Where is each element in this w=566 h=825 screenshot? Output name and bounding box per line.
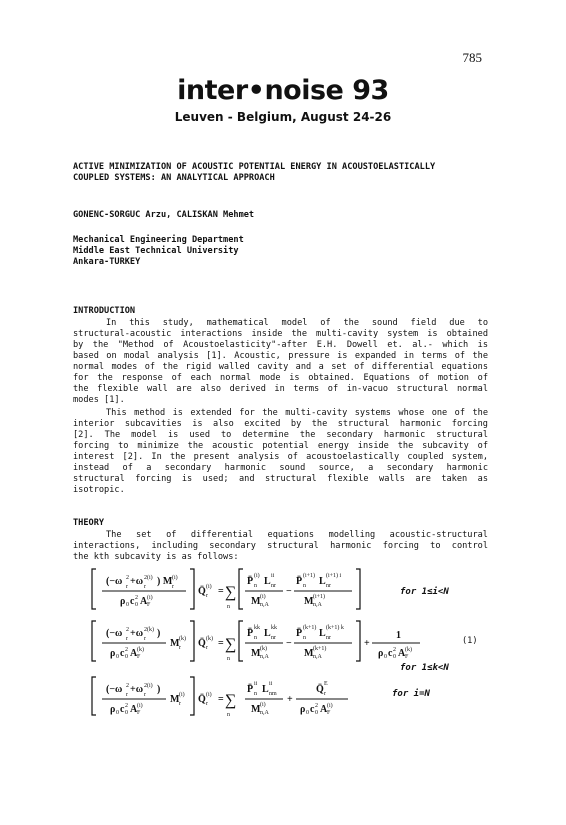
- text-line: the kth subcavity is as follows:: [73, 552, 239, 562]
- svg-text:c: c: [130, 596, 135, 607]
- svg-text:(i): (i): [179, 692, 185, 698]
- svg-text:0: 0: [135, 602, 138, 608]
- svg-text:2: 2: [126, 683, 129, 689]
- equation-set: [90, 564, 420, 716]
- text-line: isotropic.: [73, 485, 125, 495]
- text-line: structural forcing is used; and structural flexible walls are taken as: [73, 474, 488, 484]
- affiliation-line-2: Middle East Technical University: [73, 246, 239, 256]
- theory-heading: THEORY: [73, 518, 105, 528]
- svg-text:): ): [157, 684, 161, 695]
- text-line: based on modal analysis [1]. Acoustic, pressure is expanded in terms of the: [73, 351, 488, 361]
- page-number: 785: [462, 50, 482, 65]
- svg-text:c: c: [120, 648, 125, 659]
- svg-text:): ): [157, 628, 161, 639]
- svg-text:2(k): 2(k): [144, 627, 154, 633]
- condition-2: for 1≤k<N: [400, 663, 449, 673]
- svg-text:P̄: P̄: [247, 684, 254, 695]
- svg-text:(i): (i): [206, 584, 212, 590]
- conference-location: Leuven - Belgium, August 24-26: [174, 110, 392, 124]
- svg-text:2: 2: [125, 703, 128, 709]
- svg-text:M: M: [170, 638, 180, 649]
- svg-text:0: 0: [306, 710, 309, 716]
- introduction-paragraph-2: [73, 408, 488, 496]
- svg-text:Q̄: Q̄: [198, 694, 206, 705]
- svg-text:n: n: [227, 656, 230, 662]
- svg-text:L: L: [319, 628, 326, 639]
- equation-1: [92, 569, 360, 610]
- svg-text:2(i): 2(i): [144, 575, 153, 581]
- svg-text:n: n: [227, 604, 230, 610]
- text-line: modes [1].: [73, 395, 125, 405]
- svg-text:+ω: +ω: [130, 576, 144, 587]
- svg-text:+ω: +ω: [130, 628, 144, 639]
- authors: GONENC-SORGUC Arzu, CALISKAN Mehmet: [73, 210, 255, 220]
- svg-text:ρ: ρ: [378, 648, 384, 659]
- svg-text:c: c: [120, 704, 125, 715]
- svg-text:r: r: [206, 701, 208, 707]
- svg-text:(i+1): (i+1): [303, 573, 316, 579]
- equation-2: [92, 621, 420, 662]
- svg-text:M: M: [251, 704, 261, 715]
- paper-title: [73, 162, 435, 184]
- svg-text:c: c: [310, 704, 315, 715]
- svg-text:(k): (k): [179, 636, 186, 642]
- svg-text:M: M: [304, 648, 314, 659]
- svg-text:ii: ii: [271, 573, 275, 579]
- svg-text:(i): (i): [206, 692, 212, 698]
- svg-text:) M: ) M: [157, 576, 173, 587]
- svg-text:Q̄: Q̄: [198, 638, 206, 649]
- svg-text:0: 0: [315, 710, 318, 716]
- svg-text:L: L: [264, 628, 271, 639]
- svg-text:nr: nr: [326, 635, 331, 641]
- svg-text:r: r: [206, 593, 208, 599]
- svg-text:r: r: [324, 691, 326, 697]
- svg-text:E: E: [324, 681, 328, 687]
- svg-text:(k): (k): [405, 647, 412, 653]
- svg-text:−: −: [286, 638, 292, 649]
- condition-1: for 1≤i<N: [400, 587, 449, 597]
- svg-text:nr: nr: [271, 583, 276, 589]
- text-line: by the "Method of Acoustoelasticity"-after E.H. Dowell et. al.- which is: [73, 340, 488, 350]
- svg-text:r: r: [126, 584, 128, 590]
- text-line: interior subcavities is also excited by the structural harmonic forcing: [73, 419, 488, 429]
- svg-text:(i): (i): [147, 595, 153, 601]
- introduction-heading: INTRODUCTION: [73, 306, 136, 316]
- svg-text:F: F: [405, 654, 409, 660]
- svg-text:n: n: [303, 583, 306, 589]
- svg-text:r: r: [144, 692, 146, 698]
- svg-text:2: 2: [135, 595, 138, 601]
- svg-text:kk: kk: [254, 625, 260, 631]
- svg-text:0: 0: [126, 602, 129, 608]
- affiliation-line-3: Ankara-TURKEY: [73, 257, 141, 267]
- svg-text:=: =: [218, 586, 224, 597]
- text-line: normal modes of the rigid walled cavity and a set of differential equations: [73, 362, 488, 372]
- theory-paragraph-1: [73, 530, 488, 563]
- svg-text:r: r: [206, 645, 208, 651]
- svg-text:P̄: P̄: [247, 628, 254, 639]
- svg-text:n,A: n,A: [260, 654, 269, 660]
- text-line: interactions, including secondary structural harmonic forcing to control: [73, 541, 488, 551]
- svg-text:(i): (i): [260, 702, 266, 708]
- svg-text:2: 2: [126, 575, 129, 581]
- svg-text:A: A: [398, 648, 406, 659]
- svg-text:(k): (k): [260, 646, 267, 652]
- text-line: This method is extended for the multi-cavity systems whose one of the: [106, 408, 488, 418]
- conference-logo: inter•noise 93: [177, 75, 389, 106]
- svg-text:ρ: ρ: [300, 704, 306, 715]
- svg-text:F: F: [137, 710, 141, 716]
- text-line: for the response of each normal mode is obtained. Equations of motion of: [73, 373, 488, 383]
- svg-text:2(i): 2(i): [144, 683, 153, 689]
- svg-text:A: A: [130, 704, 138, 715]
- text-line: The set of differential equations modelling acoustic-structural: [106, 530, 488, 540]
- svg-text:2: 2: [125, 647, 128, 653]
- svg-text:nr: nr: [326, 583, 331, 589]
- svg-text:(i): (i): [137, 703, 143, 709]
- svg-text:0: 0: [125, 654, 128, 660]
- text-line: instead of a secondary harmonic sound source, a secondary harmonic: [73, 463, 488, 473]
- svg-text:L: L: [319, 576, 326, 587]
- svg-text:(k+1): (k+1): [313, 646, 327, 652]
- text-line: [2]. The model is used to determine the secondary harmonic structural: [73, 430, 488, 440]
- svg-text:∑: ∑: [225, 692, 237, 709]
- svg-text:(i+1) i: (i+1) i: [326, 573, 342, 579]
- svg-text:∑: ∑: [225, 584, 237, 601]
- svg-text:r: r: [172, 584, 174, 590]
- svg-text:(k+1) k: (k+1) k: [326, 625, 344, 631]
- svg-text:r: r: [144, 636, 146, 642]
- svg-text:A: A: [320, 704, 328, 715]
- svg-text:(k): (k): [137, 647, 144, 653]
- svg-text:ii: ii: [254, 681, 258, 687]
- svg-text:L: L: [264, 576, 271, 587]
- svg-text:2: 2: [393, 647, 396, 653]
- svg-text:(−ω: (−ω: [106, 628, 123, 639]
- svg-text:A: A: [140, 596, 148, 607]
- svg-text:0: 0: [125, 710, 128, 716]
- svg-text:n: n: [303, 635, 306, 641]
- text-line: structural-acoustic interactions inside the multi-cavity system is obtained: [73, 329, 488, 339]
- svg-text:n: n: [254, 691, 257, 697]
- svg-text:(−ω: (−ω: [106, 576, 123, 587]
- svg-text:0: 0: [384, 654, 387, 660]
- svg-text:F: F: [327, 710, 331, 716]
- svg-text:1: 1: [396, 630, 401, 641]
- svg-text:(k+1): (k+1): [303, 625, 317, 631]
- svg-text:r: r: [126, 692, 128, 698]
- svg-text:L: L: [262, 684, 269, 695]
- svg-text:M: M: [304, 596, 314, 607]
- equation-3: [92, 677, 348, 716]
- svg-text:(i): (i): [327, 703, 333, 709]
- svg-text:0: 0: [393, 654, 396, 660]
- svg-text:F: F: [137, 654, 141, 660]
- svg-text:n,A: n,A: [313, 654, 322, 660]
- svg-text:2: 2: [315, 703, 318, 709]
- title-line-1: ACTIVE MINIMIZATION OF ACOUSTIC POTENTIAL ENERGY IN ACOUSTOELASTICALLY: [73, 162, 436, 172]
- svg-text:nr: nr: [271, 635, 276, 641]
- svg-text:(k): (k): [206, 636, 213, 642]
- svg-text:A: A: [130, 648, 138, 659]
- svg-text:+: +: [364, 638, 370, 649]
- svg-text:(i): (i): [260, 594, 266, 600]
- svg-text:P̄: P̄: [247, 576, 254, 587]
- svg-text:ρ: ρ: [120, 596, 126, 607]
- text-line: In this study, mathematical model of the sound field due to: [106, 318, 488, 328]
- svg-text:=: =: [218, 638, 224, 649]
- svg-text:r: r: [179, 701, 181, 707]
- svg-text:∑: ∑: [225, 636, 237, 653]
- svg-text:ρ: ρ: [110, 704, 116, 715]
- svg-text:nm: nm: [269, 691, 277, 697]
- svg-text:+ω: +ω: [130, 684, 144, 695]
- svg-text:n,A: n,A: [313, 602, 322, 608]
- svg-text:n,A: n,A: [260, 710, 269, 716]
- svg-text:kk: kk: [271, 625, 277, 631]
- svg-text:ρ: ρ: [110, 648, 116, 659]
- affiliation: [73, 235, 244, 268]
- svg-text:−: −: [286, 586, 292, 597]
- svg-text:0: 0: [116, 654, 119, 660]
- svg-text:n,A: n,A: [260, 602, 269, 608]
- svg-text:=: =: [218, 694, 224, 705]
- introduction-paragraph-1: [73, 318, 488, 406]
- affiliation-line-1: Mechanical Engineering Department: [73, 235, 244, 245]
- svg-text:c: c: [388, 648, 393, 659]
- svg-text:M: M: [251, 648, 261, 659]
- text-line: interest [2]. In the present analysis of acoustoelastically coupled system,: [73, 452, 488, 462]
- svg-text:Q̄: Q̄: [198, 586, 206, 597]
- svg-text:2: 2: [126, 627, 129, 633]
- svg-text:ii: ii: [269, 681, 273, 687]
- condition-3: for i=N: [392, 689, 430, 699]
- svg-text:Q̄: Q̄: [316, 684, 324, 695]
- text-line: the flexible wall are also derived in terms of in-vacuo structural normal: [73, 384, 488, 394]
- svg-text:(−ω: (−ω: [106, 684, 123, 695]
- svg-text:M: M: [170, 694, 180, 705]
- svg-text:(i): (i): [172, 575, 178, 581]
- svg-text:(i): (i): [254, 573, 260, 579]
- svg-text:r: r: [126, 636, 128, 642]
- equation-number: (1): [462, 636, 478, 646]
- svg-text:P̄: P̄: [296, 628, 303, 639]
- svg-text:0: 0: [116, 710, 119, 716]
- svg-text:r: r: [144, 584, 146, 590]
- text-line: forcing to minimize the acoustic potential energy inside the subcavity of: [73, 441, 488, 451]
- svg-text:P̄: P̄: [296, 576, 303, 587]
- svg-text:F: F: [147, 602, 151, 608]
- svg-text:+: +: [287, 694, 293, 705]
- svg-text:n: n: [254, 635, 257, 641]
- svg-text:r: r: [179, 645, 181, 651]
- svg-text:n: n: [227, 712, 230, 716]
- svg-text:M: M: [251, 596, 261, 607]
- title-line-2: COUPLED SYSTEMS: AN ANALYTICAL APPROACH: [73, 173, 275, 183]
- svg-text:n: n: [254, 583, 257, 589]
- svg-text:(i+1): (i+1): [313, 594, 326, 600]
